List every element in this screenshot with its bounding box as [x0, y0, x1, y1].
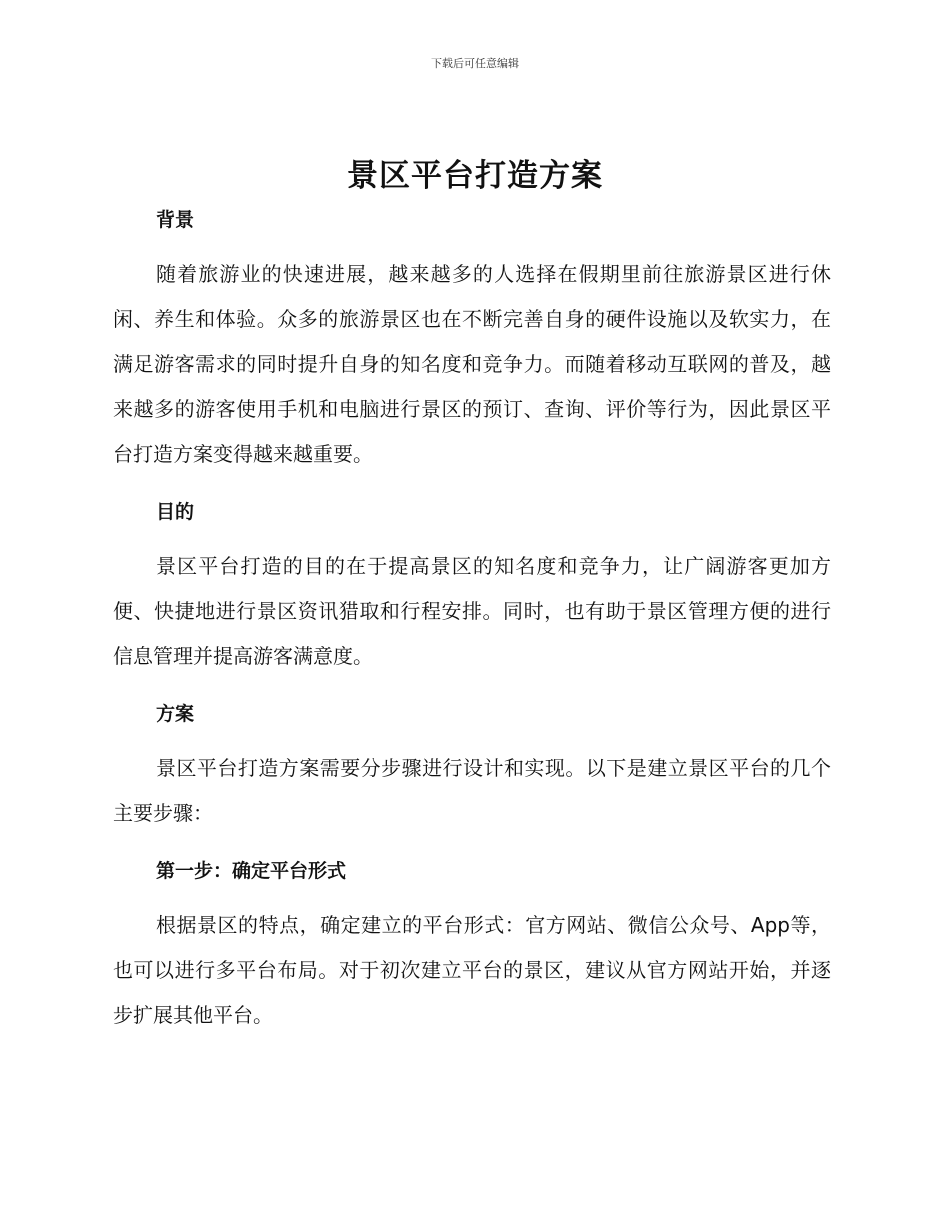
document-body: [113, 205, 831, 1038]
section-paragraph-plan: 景区平台打造方案需要分步骤进行设计和实现。以下是建立景区平台的几个主要步骤：: [113, 756, 831, 825]
section-heading-step-one: 第一步：确定平台形式: [156, 860, 347, 882]
section-heading-plan: 方案: [156, 703, 195, 725]
section-paragraph-purpose: 景区平台打造的目的在于提高景区的知名度和竞争力，让广阔游客更加方便、快捷地进行景区资讯猎取和行程安排。同时，也有助于景区管理方便的进行信息管理并提高游客满意度。: [113, 554, 831, 668]
document-title: 景区平台打造方案: [347, 158, 603, 194]
section-heading-purpose: 目的: [156, 501, 195, 523]
section-heading-background: 背景: [156, 209, 195, 231]
section-paragraph-background: 随着旅游业的快速进展，越来越多的人选择在假期里前往旅游景区进行休闲、养生和体验。众多的旅游景区也在不断完善自身的硬件设施以及软实力，在满足游客需求的同时提升自身的知名度和竞争力。而随着移动互联网的普及，越来越多的游客使用手机和电脑进行景区的预订、查询、评价等行为，因此景区平台打造方案变得越来越重要。: [113, 262, 831, 466]
page-header: 下载后可任意编辑: [431, 57, 519, 70]
section-paragraph-step-one: 根据景区的特点，确定建立的平台形式：官方网站、微信公众号、App等，也可以进行多平台布局。对于初次建立平台的景区，建议从官方网站开始，并逐步扩展其他平台。: [113, 913, 831, 1027]
